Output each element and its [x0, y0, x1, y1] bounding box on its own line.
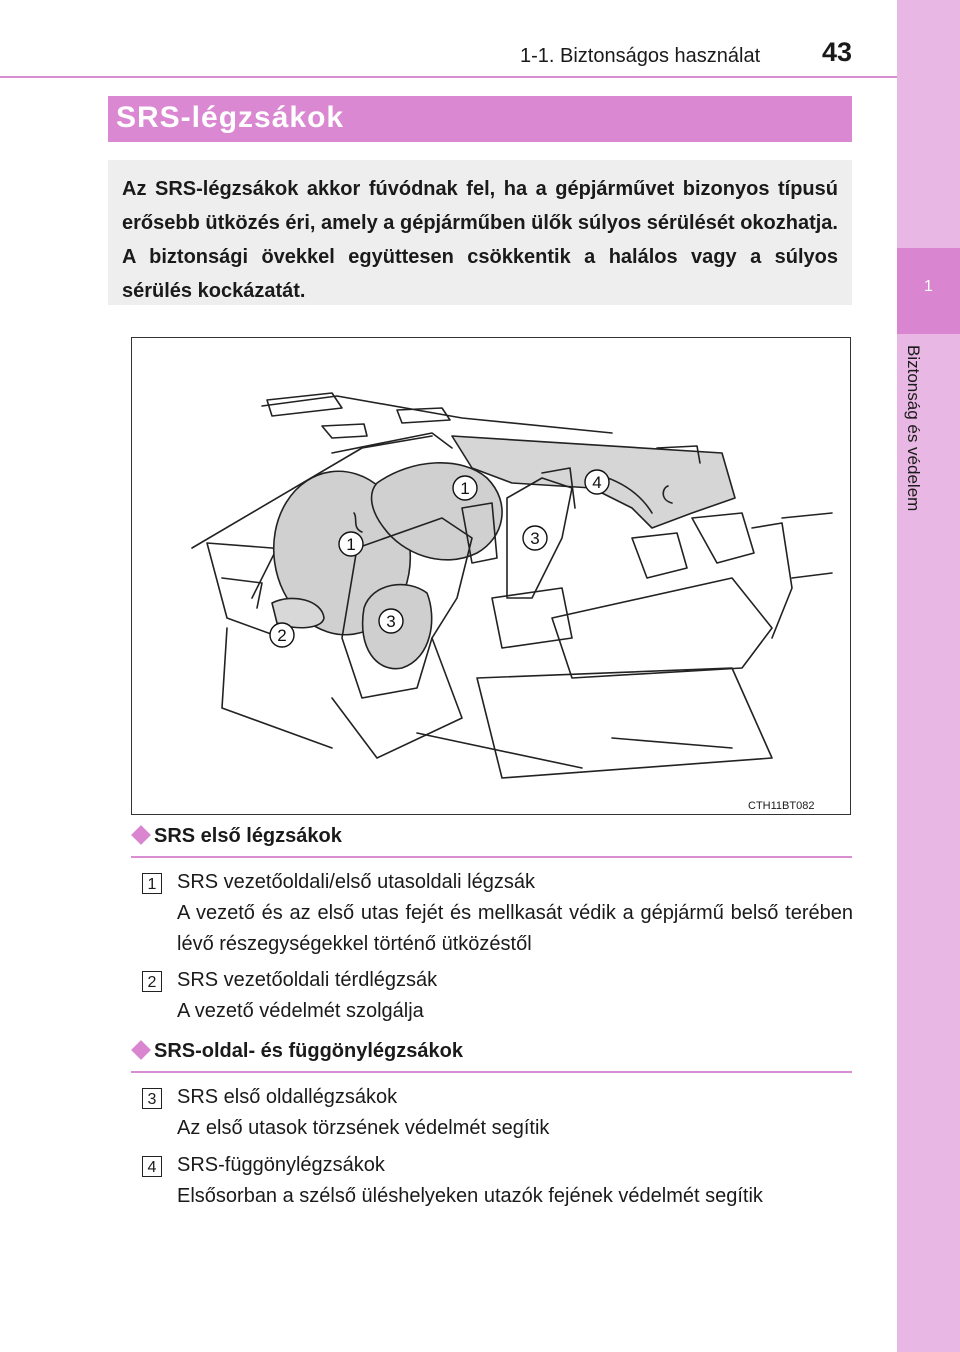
- svg-text:3: 3: [530, 529, 540, 548]
- list-item: [177, 1082, 853, 1144]
- item-number-box: 3: [142, 1088, 162, 1109]
- callout-1-upper: [453, 476, 477, 500]
- header-section-title: 1-1. Biztonságos használat: [520, 45, 761, 67]
- car-interior-drawing: [132, 338, 850, 814]
- page-number: 43: [822, 37, 853, 67]
- chapter-number: 1: [924, 278, 933, 295]
- item-title: SRS vezetőoldali térdlégzsák: [177, 969, 438, 991]
- item-description: Az első utasok törzsének védelmét segítik: [177, 1117, 550, 1139]
- svg-text:2: 2: [277, 626, 287, 645]
- section-heading-front-airbags: SRS első légzsákok: [154, 825, 342, 847]
- page-title: SRS-légzsákok: [116, 101, 345, 134]
- callout-3-right: [523, 526, 547, 550]
- chapter-title: Biztonság és védelem: [904, 345, 923, 512]
- item-title: SRS első oldallégzsákok: [177, 1086, 398, 1108]
- svg-text:4: 4: [592, 473, 602, 492]
- callout-3-left: [379, 609, 403, 633]
- item-number-box: 2: [142, 971, 162, 992]
- item-title: SRS vezetőoldali/első utasoldali légzsák: [177, 871, 535, 893]
- callout-2: [270, 623, 294, 647]
- item-title: SRS-függönylégzsákok: [177, 1154, 385, 1176]
- list-item: [177, 1150, 853, 1212]
- chapter-side-tab: [897, 0, 960, 1352]
- header-divider: [0, 76, 897, 78]
- section-divider: [131, 1071, 852, 1073]
- item-description: A vezető és az első utas fejét és mellkasát védik a gépjármű belső terében lévő részegységekkel történő ütközéstől: [177, 902, 853, 955]
- item-description: Elsősorban a szélső üléshelyeken utazók fejének védelmét segítik: [177, 1185, 763, 1207]
- callout-1-lower: [339, 532, 363, 556]
- section-divider: [131, 856, 852, 858]
- svg-text:1: 1: [346, 535, 356, 554]
- item-description: A vezető védelmét szolgálja: [177, 1000, 424, 1022]
- airbag-illustration: [131, 337, 851, 815]
- callout-4: [585, 470, 609, 494]
- svg-text:1: 1: [460, 479, 470, 498]
- list-item: [177, 965, 853, 1027]
- section-heading-side-curtain-airbags: SRS-oldal- és függönylégzsákok: [154, 1040, 463, 1062]
- figure-code: CTH11BT082: [748, 800, 815, 812]
- svg-text:3: 3: [386, 612, 396, 631]
- item-number-box: 1: [142, 873, 162, 894]
- diamond-bullet-icon: [131, 825, 151, 845]
- diamond-bullet-icon: [131, 1040, 151, 1060]
- list-item: [177, 867, 853, 960]
- item-number-box: 4: [142, 1156, 162, 1177]
- intro-text: Az SRS-légzsákok akkor fúvódnak fel, ha a gépjárművet bizonyos típusú erősebb ütközés éri, amely a gépjárműben ülők súlyos sérülését okozhatja. A biztonsági övekkel együttesen csökkentik a halálos vagy a súlyos sérülés kockázatát.: [122, 178, 838, 302]
